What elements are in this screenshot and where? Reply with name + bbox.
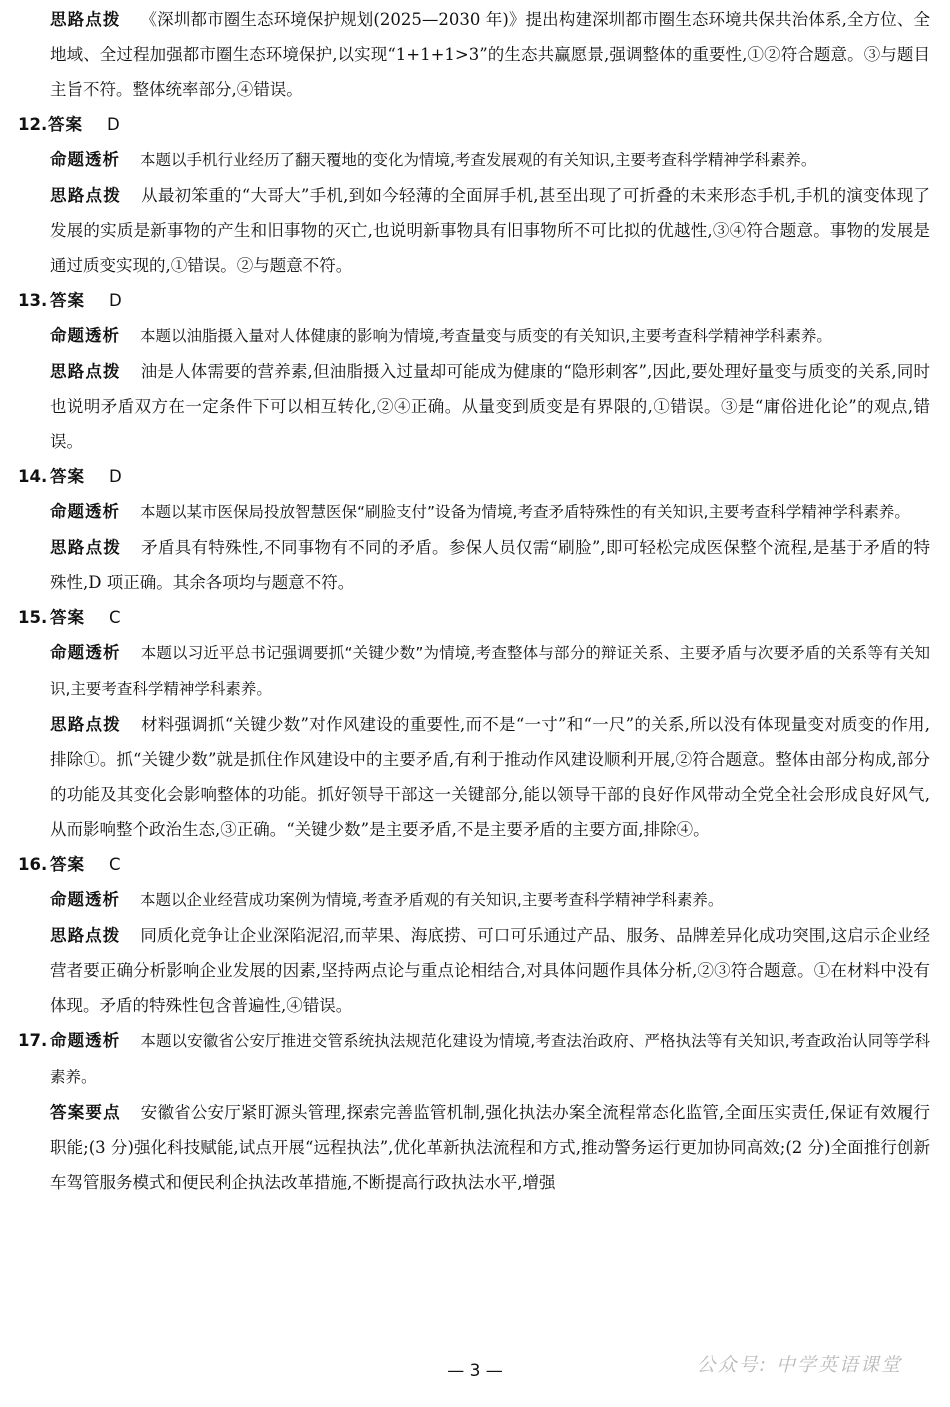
answer-value: D [107, 115, 120, 134]
page-number: — 3 — [447, 1361, 503, 1381]
q12-design [0, 142, 950, 178]
q13-hint [0, 354, 950, 459]
watermark: 公众号: 中学英语课堂 [696, 1354, 902, 1376]
hint-text: 从最初笨重的“大哥大”手机,到如今轻薄的全面屏手机,甚至出现了可折叠的未来形态手机,手机的演变体现了发展的实质是新事物的产生和旧事物的灭亡,也说明新事物具有旧事物所不可比拟的优越性,③④符合题意。事物的发展是通过质变实现的,①错误。②与题意不符。 [50, 186, 930, 275]
design-label: 命题透析 [50, 326, 120, 345]
q16-design [0, 882, 950, 918]
answer-label: 答案 [48, 115, 83, 134]
design-text: 本题以手机行业经历了翻天覆地的变化为情境,考查发展观的有关知识,主要考查科学精神学科素养。 [140, 151, 817, 169]
hint-label: 思路点拨 [50, 538, 122, 557]
q17-key-points [0, 1095, 950, 1200]
answer-value: D [109, 467, 122, 486]
answer-value: C [109, 855, 121, 874]
design-text: 本题以安徽省公安厅推进交管系统执法规范化建设为情境,考查法治政府、严格执法等有关知识,考查政治认同等学科素养。 [50, 1032, 930, 1086]
hint-text: 材料强调抓“关键少数”对作风建设的重要性,而不是“一寸”和“一尺”的关系,所以没有体现量变对质变的作用,排除①。抓“关键少数”就是抓住作风建设中的主要矛盾,有利于推动作风建设顺利开展,②符合题意。整体由部分构成,部分的功能及其变化会影响整体的功能。抓好领导干部这一关键部分,能以领导干部的良好作风带动全党全社会形成良好风气,从而影响整个政治生态,③正确。“关键少数”是主要矛盾,不是主要矛盾的主要方面,排除④。 [50, 715, 930, 839]
question-number: 17. [18, 1031, 48, 1050]
answer-label: 答案 [50, 467, 85, 486]
q15-answer [0, 600, 950, 635]
q12-answer [0, 107, 950, 142]
design-text: 本题以习近平总书记强调要抓“关键少数”为情境,考查整体与部分的辩证关系、主要矛盾与次要矛盾的关系等有关知识,主要考查科学精神学科素养。 [50, 644, 931, 698]
question-number: 15. [18, 608, 48, 627]
design-label: 命题透析 [50, 1031, 121, 1050]
q14-answer [0, 459, 950, 494]
q16-answer [0, 847, 950, 882]
hint-label: 思路点拨 [50, 10, 121, 29]
answer-label: 答案 [50, 608, 85, 627]
q14-design [0, 494, 950, 530]
q15-design [0, 635, 950, 707]
hint-label: 思路点拨 [50, 186, 122, 205]
hint-text: 油是人体需要的营养素,但油脂摄入过量却可能成为健康的“隐形刺客”,因此,要处理好量变与质变的关系,同时也说明矛盾双方在一定条件下可以相互转化,②④正确。从量变到质变是有界限的,①错误。③是“庸俗进化论”的观点,错误。 [50, 362, 930, 451]
q11-hint [0, 2, 950, 107]
answer-label: 答案 [50, 855, 85, 874]
design-label: 命题透析 [50, 502, 120, 521]
hint-text: 《深圳都市圈生态环境保护规划(2025—2030 年)》提出构建深圳都市圈生态环境共保共治体系,全方位、全地域、全过程加强都市圈生态环境保护,以实现“1+1+1>3”的生态共赢愿景,强调整体的重要性,①②符合题意。③与题目主旨不符。整体统率部分,④错误。 [50, 10, 931, 99]
q12-hint [0, 178, 950, 283]
design-text: 本题以油脂摄入量对人体健康的影响为情境,考查量变与质变的有关知识,主要考查科学精神学科素养。 [140, 327, 832, 345]
q13-answer [0, 283, 950, 318]
hint-label: 思路点拨 [50, 715, 122, 734]
design-label: 命题透析 [50, 890, 120, 909]
design-text: 本题以某市医保局投放智慧医保“刷脸支付”设备为情境,考查矛盾特殊性的有关知识,主要考查科学精神学科素养。 [140, 503, 910, 521]
q14-hint [0, 530, 950, 600]
q15-hint [0, 707, 950, 847]
question-number: 14. [18, 467, 48, 486]
design-label: 命题透析 [50, 643, 121, 662]
design-text: 本题以企业经营成功案例为情境,考查矛盾观的有关知识,主要考查科学精神学科素养。 [140, 891, 724, 909]
q16-hint [0, 918, 950, 1023]
answer-label: 答案 [50, 291, 85, 310]
answer-value: D [109, 291, 122, 310]
question-number: 16. [18, 855, 48, 874]
q17-design [0, 1023, 950, 1095]
q13-design [0, 318, 950, 354]
design-label: 命题透析 [50, 150, 120, 169]
hint-text: 同质化竞争让企业深陷泥沼,而苹果、海底捞、可口可乐通过产品、服务、品牌差异化成功突围,这启示企业经营者要正确分析影响企业发展的因素,坚持两点论与重点论相结合,对具体问题作具体分析,②③符合题意。①在材料中没有体现。矛盾的特殊性包含普遍性,④错误。 [50, 926, 930, 1015]
question-number: 13. [18, 291, 48, 310]
answer-value: C [109, 608, 121, 627]
hint-label: 思路点拨 [50, 926, 121, 945]
hint-text: 矛盾具有特殊性,不同事物有不同的矛盾。参保人员仅需“刷脸”,即可轻松完成医保整个流程,是基于矛盾的特殊性,D 项正确。其余各项均与题意不符。 [50, 538, 931, 592]
answer-page [0, 2, 950, 1200]
hint-label: 思路点拨 [50, 362, 121, 381]
key-points-label: 答案要点 [50, 1103, 121, 1122]
question-number: 12. [18, 115, 48, 134]
key-points-text: 安徽省公安厅紧盯源头管理,探索完善监管机制,强化执法办案全流程常态化监管,全面压实责任,保证有效履行职能;(3 分)强化科技赋能,试点开展“远程执法”,优化革新执法流程和方式,推动警务运行更加协同高效;(2 分)全面推行创新车驾管服务模式和便民利企执法改革措施,不断提高行政执法水平,增强 [50, 1103, 931, 1192]
